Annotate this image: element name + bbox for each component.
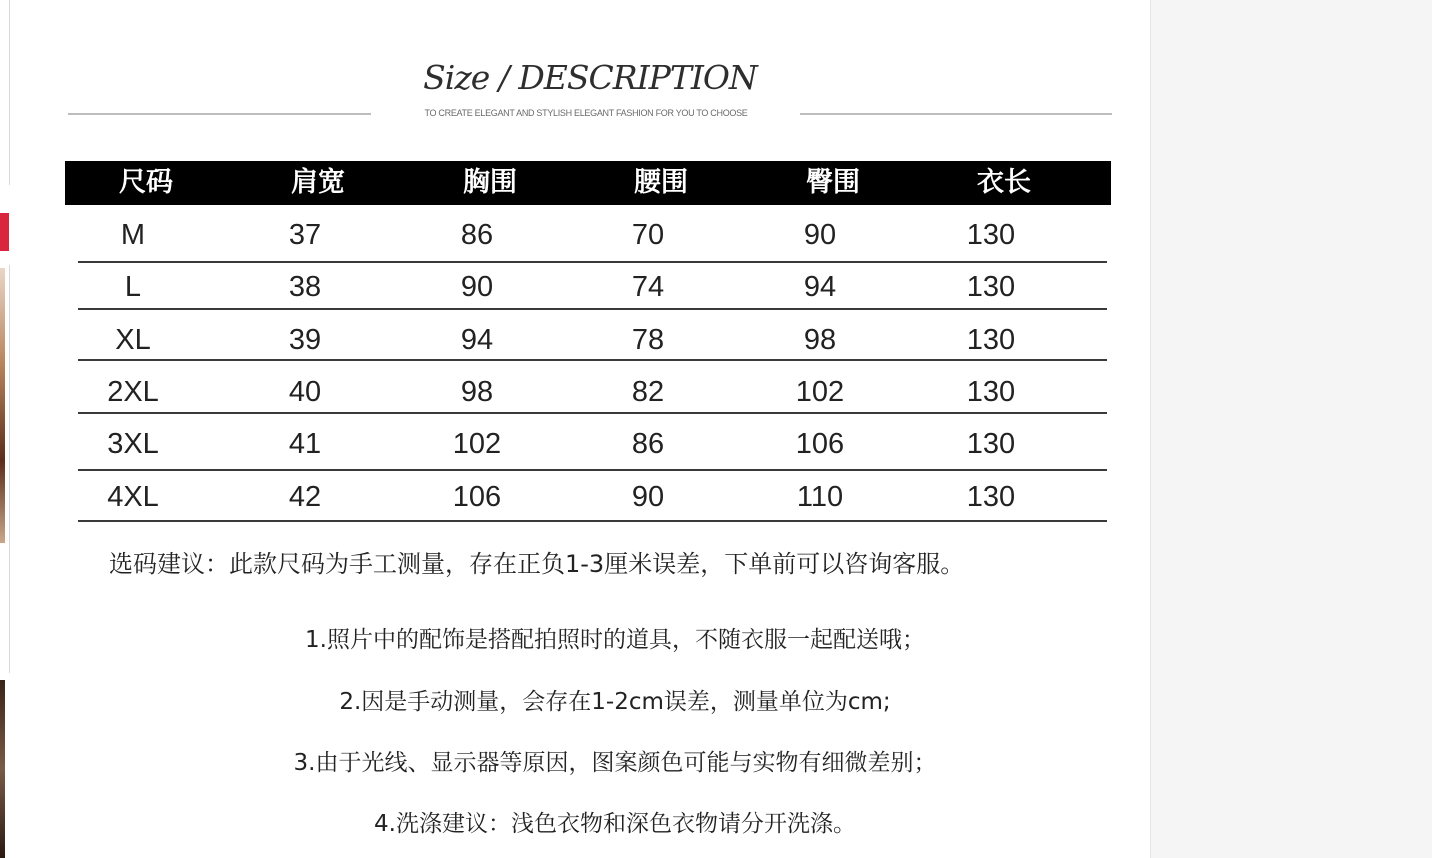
cell-shoulder: 38 bbox=[288, 271, 322, 303]
note-item: 2.因是手动测量，会存在1-2cm误差，测量单位为cm; bbox=[339, 689, 891, 715]
cell-bust: 98 bbox=[460, 376, 494, 408]
cell-size: 4XL bbox=[107, 481, 159, 513]
table-row bbox=[78, 428, 1107, 471]
header-length: 衣长 bbox=[977, 167, 1031, 198]
left-active-tab-marker[interactable] bbox=[0, 213, 9, 251]
cell-size: 3XL bbox=[107, 428, 159, 460]
table-row bbox=[78, 271, 1107, 310]
cell-bust: 90 bbox=[460, 271, 494, 303]
cell-length: 130 bbox=[966, 428, 1016, 460]
product-thumbnail-1[interactable] bbox=[0, 268, 5, 543]
note-item: 4.洗涤建议：浅色衣物和深色衣物请分开洗涤。 bbox=[374, 811, 856, 837]
cell-length: 130 bbox=[966, 376, 1016, 408]
cell-length: 130 bbox=[966, 481, 1016, 513]
banner-title: Size / DESCRIPTION bbox=[423, 58, 757, 97]
cell-shoulder: 40 bbox=[288, 376, 322, 408]
note-item: 1.照片中的配饰是搭配拍照时的道具，不随衣服一起配送哦； bbox=[305, 627, 925, 653]
header-waist: 腰围 bbox=[634, 167, 688, 198]
cell-size: L bbox=[124, 271, 142, 303]
table-row bbox=[78, 481, 1107, 522]
header-size: 尺码 bbox=[119, 167, 173, 198]
cell-shoulder: 37 bbox=[288, 219, 322, 251]
cell-size: 2XL bbox=[107, 376, 159, 408]
banner-rule-left bbox=[68, 113, 371, 115]
cell-waist: 74 bbox=[631, 271, 665, 303]
size-table-header bbox=[65, 161, 1111, 205]
cell-bust: 106 bbox=[452, 481, 502, 513]
header-hip: 臀围 bbox=[806, 167, 860, 198]
note-item: 3.由于光线、显示器等原因，图案颜色可能与实物有细微差别； bbox=[293, 750, 937, 776]
cell-hip: 98 bbox=[803, 324, 837, 356]
cell-waist: 82 bbox=[631, 376, 665, 408]
header-bust: 胸围 bbox=[463, 167, 517, 198]
cell-hip: 110 bbox=[796, 481, 844, 513]
cell-hip: 90 bbox=[803, 219, 837, 251]
cell-hip: 94 bbox=[803, 271, 837, 303]
size-advice: 选码建议：此款尺码为手工测量，存在正负1-3厘米误差，下单前可以咨询客服。 bbox=[109, 550, 965, 578]
cell-length: 130 bbox=[966, 219, 1016, 251]
cell-waist: 90 bbox=[631, 481, 665, 513]
cell-shoulder: 39 bbox=[288, 324, 322, 356]
table-row bbox=[78, 376, 1107, 414]
cell-shoulder: 41 bbox=[288, 428, 322, 460]
banner-subtitle: TO CREATE ELEGANT AND STYLISH ELEGANT FASHION FOR YOU TO CHOOSE bbox=[424, 108, 748, 118]
right-side-panel bbox=[1150, 0, 1432, 858]
cell-size: XL bbox=[115, 324, 151, 356]
cell-length: 130 bbox=[966, 271, 1016, 303]
table-row bbox=[78, 219, 1107, 263]
cell-waist: 78 bbox=[631, 324, 665, 356]
cell-length: 130 bbox=[966, 324, 1016, 356]
cell-shoulder: 42 bbox=[288, 481, 322, 513]
cell-bust: 94 bbox=[460, 324, 494, 356]
banner-rule-right bbox=[800, 113, 1112, 115]
size-chart-image bbox=[10, 0, 1150, 858]
product-thumbnail-2[interactable] bbox=[0, 680, 5, 858]
header-shoulder: 肩宽 bbox=[291, 167, 345, 198]
cell-size: M bbox=[120, 219, 146, 251]
cell-hip: 102 bbox=[795, 376, 845, 408]
cell-waist: 70 bbox=[631, 219, 665, 251]
table-row bbox=[78, 324, 1107, 361]
cell-hip: 106 bbox=[795, 428, 845, 460]
cell-bust: 86 bbox=[460, 219, 494, 251]
cell-bust: 102 bbox=[452, 428, 502, 460]
cell-waist: 86 bbox=[631, 428, 665, 460]
